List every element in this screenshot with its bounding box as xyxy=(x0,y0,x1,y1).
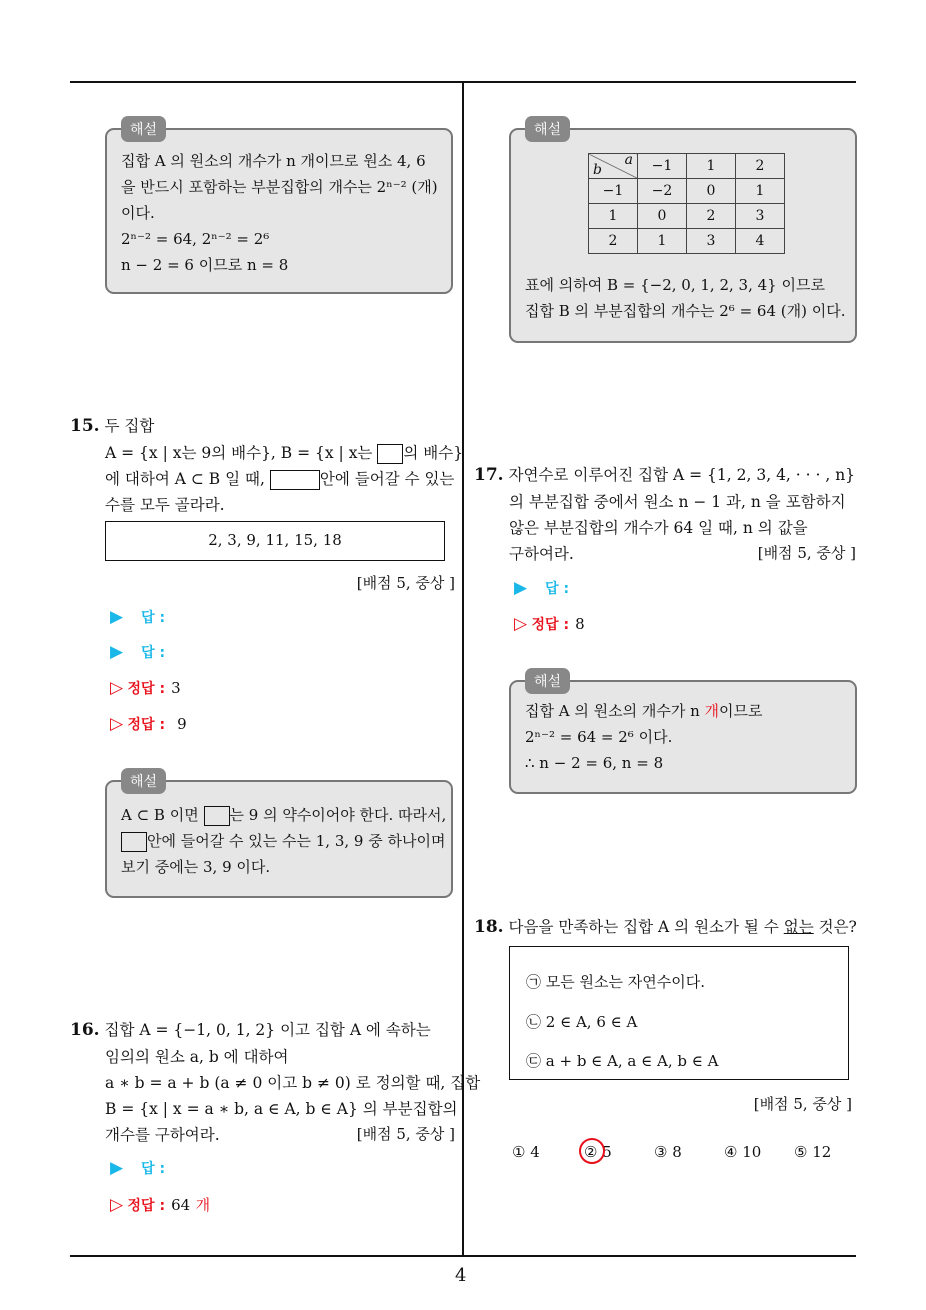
q15-sets-a: A = {x | x는 9의 배수}, B = {x | x는 xyxy=(105,444,373,462)
q18-condition-3: ㉢ a + b ∈ A, a ∈ A, b ∈ A xyxy=(526,1052,719,1070)
col-header: 2 xyxy=(736,154,785,179)
exp16-line-2: 집합 B 의 부분집합의 개수는 2⁶ = 64 (개) 이다. xyxy=(525,302,846,320)
q16-line-5: 개수를 구하여라. xyxy=(105,1126,220,1144)
q18-stem-underlined: 없는 xyxy=(783,918,814,936)
exp15-blank-2 xyxy=(121,832,147,852)
q15-line-4: 수를 모두 골라라. xyxy=(105,496,225,514)
q18-number: 18. xyxy=(474,917,504,937)
q15-correct-value-1: 3 xyxy=(171,679,181,697)
answer-label: 답 : xyxy=(141,1161,166,1177)
explanation-tag: 해설 xyxy=(525,116,570,142)
q18-meta: [배점 5, 중상 ] xyxy=(753,1095,852,1113)
correct-label: 정답 : xyxy=(127,681,166,697)
exp15-line-1 xyxy=(121,804,446,826)
q15-choices-box xyxy=(105,521,445,561)
q15-line-3 xyxy=(105,467,454,490)
q15-correct-row-2 xyxy=(110,714,187,734)
q16-correct-value: 64 xyxy=(171,1196,191,1214)
q15-condition-b: 안에 들어갈 수 있는 xyxy=(319,470,455,488)
q17-line-4: 구하여라. xyxy=(509,545,574,563)
q17-correct-value: 8 xyxy=(575,615,585,633)
explanation-tag: 해설 xyxy=(121,116,166,142)
exp15-blank-1 xyxy=(204,806,230,826)
q18-option-5[interactable]: ⑤ 12 xyxy=(794,1143,832,1161)
row-header: 2 xyxy=(589,229,638,254)
outline-triangle-icon: ▷ xyxy=(110,678,124,698)
outline-triangle-icon: ▷ xyxy=(110,714,124,734)
q16-stem-1: 집합 A = {−1, 0, 1, 2} 이고 집합 A 에 속하는 xyxy=(104,1021,431,1039)
exp16-line-1: 표에 의하여 B = {−2, 0, 1, 2, 3, 4} 이므로 xyxy=(525,276,825,294)
outline-triangle-icon: ▷ xyxy=(514,614,528,634)
page-number: 4 xyxy=(455,1265,467,1286)
table-cell: 3 xyxy=(687,229,736,254)
q18-option-2[interactable]: ② 5 xyxy=(584,1143,612,1161)
exp14-line-2: 을 반드시 포함하는 부분집합의 개수는 2ⁿ⁻² (개) xyxy=(121,178,438,196)
table-cell: 0 xyxy=(687,179,736,204)
table-cell: 2 xyxy=(687,204,736,229)
explanation-box-16 xyxy=(509,122,857,343)
table-cell: 1 xyxy=(638,229,687,254)
q16-answer-row xyxy=(110,1158,165,1178)
exp17-line-3: ∴ n − 2 = 6, n = 8 xyxy=(525,754,664,772)
exp14-line-3: 이다. xyxy=(121,204,155,222)
selected-answer-circle-icon xyxy=(579,1138,605,1164)
q16-line-1 xyxy=(70,1018,431,1040)
explanation-box-14 xyxy=(105,122,453,294)
q15-blank-1 xyxy=(377,444,403,464)
q18-option-4[interactable]: ④ 10 xyxy=(724,1143,762,1161)
row-header: −1 xyxy=(589,179,638,204)
bottom-rule xyxy=(70,1255,856,1257)
q15-meta: [배점 5, 중상 ] xyxy=(356,574,455,592)
col-header: −1 xyxy=(638,154,687,179)
answer-label: 답 : xyxy=(141,645,166,661)
exp17-line-1 xyxy=(525,700,763,722)
q15-intro: 두 집합 xyxy=(104,417,155,435)
q15-correct-row-1 xyxy=(110,678,181,698)
correct-label: 정답 : xyxy=(127,1198,166,1214)
exp15-line-2-text: 안에 들어갈 수 있는 수는 1, 3, 9 중 하나이며 xyxy=(147,832,446,850)
q18-condition-2: ㉡ 2 ∈ A, 6 ∈ A xyxy=(526,1013,638,1031)
q16-meta: [배점 5, 중상 ] xyxy=(356,1125,455,1143)
exp17-line-2: 2ⁿ⁻² = 64 = 2⁶ 이다. xyxy=(525,728,673,746)
q17-line-2: 의 부분집합 중에서 원소 n − 1 과, n 을 포함하지 xyxy=(509,493,846,511)
exp15-line-2 xyxy=(121,830,445,852)
exp17-unit-highlight: 개 xyxy=(704,702,720,720)
q15-answer-row-2 xyxy=(110,642,165,662)
table-cell: 3 xyxy=(736,204,785,229)
q18-condition-1: ㉠ 모든 원소는 자연수이다. xyxy=(526,973,705,991)
outline-triangle-icon: ▷ xyxy=(110,1195,124,1215)
q17-number: 17. xyxy=(474,465,504,485)
q15-condition-a: 에 대하여 A ⊂ B 일 때, xyxy=(105,470,265,488)
answer-label: 답 : xyxy=(141,610,166,626)
q17-meta: [배점 5, 중상 ] xyxy=(757,544,856,562)
q15-number: 15. xyxy=(70,416,100,436)
q17-line-3: 않은 부분집합의 개수가 64 일 때, n 의 값을 xyxy=(509,519,808,537)
exp17-line-1-a: 집합 A 의 원소의 개수가 n xyxy=(525,702,705,720)
q17-stem-1: 자연수로 이루어진 집합 A = {1, 2, 3, 4, · · · , n} xyxy=(508,466,856,484)
explanation-box-15 xyxy=(105,774,453,898)
corner-a: a xyxy=(624,152,633,168)
row-header: 1 xyxy=(589,204,638,229)
table-cell: −2 xyxy=(638,179,687,204)
play-icon: ▶ xyxy=(110,1158,124,1178)
explanation-box-17 xyxy=(509,674,857,794)
answer-label: 답 : xyxy=(545,581,570,597)
q16-line-4: B = {x | x = a ∗ b, a ∈ A, b ∈ A} 의 부분집합의 xyxy=(105,1100,458,1118)
table-corner xyxy=(589,154,638,179)
table-cell: 4 xyxy=(736,229,785,254)
q16-correct-unit: 개 xyxy=(195,1196,211,1214)
q18-stem-c: 것은? xyxy=(813,918,857,936)
correct-label: 정답 : xyxy=(127,717,166,733)
q17-answer-row xyxy=(514,578,569,598)
exp15-line-1-a: A ⊂ B 이면 xyxy=(121,806,199,824)
col-header: 1 xyxy=(687,154,736,179)
play-icon: ▶ xyxy=(110,642,124,662)
q18-stem-a: 다음을 만족하는 집합 A 의 원소가 될 수 xyxy=(508,918,784,936)
q17-line-1 xyxy=(474,463,855,485)
q18-option-1[interactable]: ① 4 xyxy=(512,1143,540,1161)
q15-line-1 xyxy=(70,414,154,436)
q15-choices: 2, 3, 9, 11, 15, 18 xyxy=(208,531,342,549)
exp17-line-1-c: 이므로 xyxy=(719,702,763,720)
q16-line-3: a ∗ b = a + b (a ≠ 0 이고 b ≠ 0) 로 정의할 때, 집합 xyxy=(105,1074,481,1092)
q15-sets-b: 의 배수} xyxy=(403,444,464,462)
explanation-tag: 해설 xyxy=(525,668,570,694)
q16-line-2: 임의의 원소 a, b 에 대하여 xyxy=(105,1048,289,1066)
exp15-line-3: 보기 중에는 3, 9 이다. xyxy=(121,858,271,876)
q15-line-2 xyxy=(105,441,463,464)
q15-correct-value-2: 9 xyxy=(177,715,187,733)
play-icon: ▶ xyxy=(514,578,528,598)
play-icon: ▶ xyxy=(110,607,124,627)
q15-answer-row-1 xyxy=(110,607,165,627)
q18-option-3[interactable]: ③ 8 xyxy=(654,1143,682,1161)
q16-correct-row xyxy=(110,1194,210,1215)
q18-conditions-box xyxy=(509,946,849,1080)
table-cell: 1 xyxy=(736,179,785,204)
table-cell: 0 xyxy=(638,204,687,229)
exp14-line-4: 2ⁿ⁻² = 64, 2ⁿ⁻² = 2⁶ xyxy=(121,230,270,248)
q16-number: 16. xyxy=(70,1020,100,1040)
exp14-line-5: n − 2 = 6 이므로 n = 8 xyxy=(121,256,289,274)
q18-stem xyxy=(474,915,857,937)
exp14-line-1: 집합 A 의 원소의 개수가 n 개이므로 원소 4, 6 xyxy=(121,152,426,170)
exp15-line-1-b: 는 9 의 약수이어야 한다. 따라서, xyxy=(229,806,447,824)
correct-label: 정답 : xyxy=(531,617,570,633)
corner-b: b xyxy=(593,162,602,178)
q15-blank-2 xyxy=(270,470,320,490)
explanation-tag: 해설 xyxy=(121,768,166,794)
operation-table xyxy=(588,153,785,254)
q17-correct-row xyxy=(514,614,585,634)
